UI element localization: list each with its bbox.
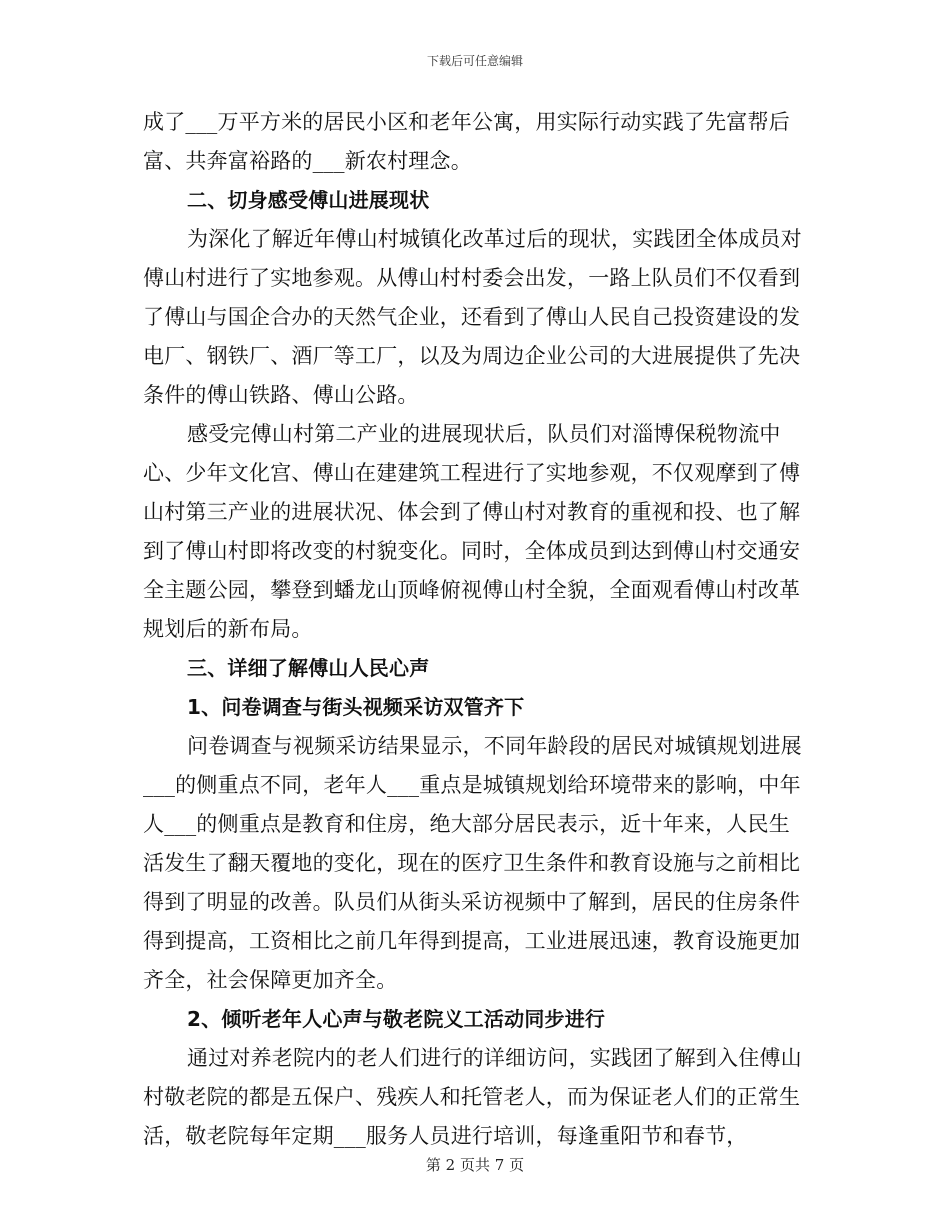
paragraph-field-visit: 为深化了解近年傅山村城镇化改革过后的现状，实践团全体成员对傅山村进行了实地参观。从傅山村村委会出发，一路上队员们不仅看到了傅山与国企合办的天然气企业，还看到了傅山人民自己投资建设的发电厂、钢铁厂、酒厂等工厂，以及为周边企业公司的大进展提供了先决条件的傅山铁路、傅山公路。 <box>143 227 802 407</box>
subsection-heading-1: 1、问卷调查与街头视频采访双管齐下 <box>187 695 525 719</box>
page-number-footer: 第 2 页共 7 页 <box>425 1156 525 1174</box>
paragraph-industry-visit: 感受完傅山村第二产业的进展现状后，队员们对淄博保税物流中心、少年文化宫、傅山在建建筑工程进行了实地参观，不仅观摩到了傅山村第三产业的进展状况、体会到了傅山村对教育的重视和投、也了解到了傅山村即将改变的村貌变化。同时，全体成员到达到傅山村交通安全主题公园，攀登到蟠龙山顶峰俯视傅山村全貌，全面观看傅山村改革规划后的新布局。 <box>143 422 801 641</box>
subsection-heading-2: 2、倾听老年人心声与敬老院义工活动同步进行 <box>187 1007 606 1031</box>
paragraph-survey-results: 问卷调查与视频采访结果显示，不同年龄段的居民对城镇规划进展___的侧重点不同，老年人___重点是城镇规划给环境带来的影响，中年人___的侧重点是教育和住房，绝大部分居民表示，近十年来，人民生活发生了翻天覆地的变化，现在的医疗卫生条件和教育设施与之前相比得到了明显的改善。队员们从街头采访视频中了解到，居民的住房条件得到提高，工资相比之前几年得到提高，工业进展迅速，教育设施更加齐全，社会保障更加齐全。 <box>143 734 802 992</box>
section-heading-2: 二、切身感受傅山进展现状 <box>187 188 430 212</box>
page-header: 下载后可任意编辑 <box>426 54 523 68</box>
paragraph-nursing-home: 通过对养老院内的老人们进行的详细访问，实践团了解到入住傅山村敬老院的都是五保户、残疾人和托管老人，而为保证老人们的正常生活，敬老院每年定期___服务人员进行培训，每逢重阳节和春节， <box>143 1046 802 1148</box>
paragraph-continuation: 成了___万平方米的居民小区和老年公寓，用实际行动实践了先富帮后富、共奔富裕路的___新农村理念。 <box>143 110 790 173</box>
section-heading-3: 三、详细了解傅山人民心声 <box>187 656 430 680</box>
document-body <box>143 103 807 1156</box>
